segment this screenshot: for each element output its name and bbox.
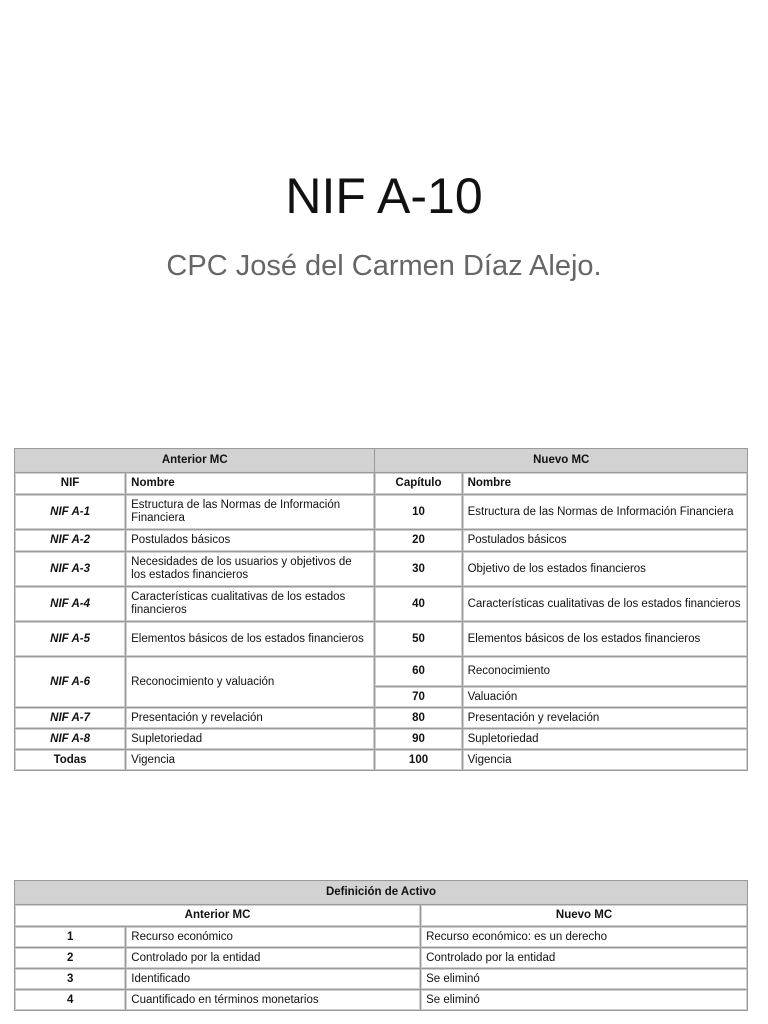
- chapter-name: Postulados básicos: [463, 530, 747, 551]
- row-number: 2: [15, 948, 125, 968]
- table-row: [15, 530, 747, 551]
- table-row: [15, 990, 747, 1010]
- nuevo-value: Recurso económico: es un derecho: [421, 927, 747, 947]
- page-title: NIF A-10: [285, 168, 483, 224]
- row-number: 4: [15, 990, 125, 1010]
- chapter-number: 20: [375, 530, 461, 551]
- nif-code: NIF A-1: [15, 495, 125, 529]
- nif-code: NIF A-8: [15, 729, 125, 749]
- group-header-nuevo: Nuevo MC: [375, 449, 747, 472]
- nif-name: Características cualitativas de los estados financieros: [126, 587, 374, 621]
- column-header-nombre: Nombre: [126, 473, 374, 494]
- nif-code: NIF A-6: [15, 657, 125, 707]
- page-subtitle: CPC José del Carmen Díaz Alejo.: [166, 250, 602, 282]
- chapter-number: 60: [375, 657, 461, 686]
- table-row: [15, 969, 747, 989]
- table-row: [15, 622, 747, 656]
- group-header-anterior: Anterior MC: [15, 449, 374, 472]
- nif-name: Vigencia: [126, 750, 374, 770]
- table-row: [15, 729, 747, 749]
- asset-definition-table: [14, 880, 748, 1011]
- row-number: 1: [15, 927, 125, 947]
- nif-name: Supletoriedad: [126, 729, 374, 749]
- table-row: [15, 495, 747, 529]
- nif-code: NIF A-7: [15, 708, 125, 728]
- nif-code: NIF A-4: [15, 587, 125, 621]
- nif-code: NIF A-5: [15, 622, 125, 656]
- chapter-name: Elementos básicos de los estados financieros: [463, 622, 747, 656]
- chapter-number: 40: [375, 587, 461, 621]
- anterior-value: Cuantificado en términos monetarios: [126, 990, 420, 1010]
- table-row: [15, 587, 747, 621]
- nif-name: Estructura de las Normas de Información Financiera: [126, 495, 374, 529]
- table-row: [15, 657, 747, 686]
- nif-name: Necesidades de los usuarios y objetivos de los estados financieros: [126, 552, 374, 586]
- chapter-number: 90: [375, 729, 461, 749]
- table-row: [15, 708, 747, 728]
- chapter-name: Vigencia: [463, 750, 747, 770]
- column-header-capitulo: Capítulo: [375, 473, 461, 494]
- chapter-number: 10: [375, 495, 461, 529]
- chapter-name: Estructura de las Normas de Información Financiera: [463, 495, 747, 529]
- nif-name: Reconocimiento y valuación: [126, 657, 374, 707]
- nif-code: NIF A-2: [15, 530, 125, 551]
- chapter-number: 100: [375, 750, 461, 770]
- anterior-value: Controlado por la entidad: [126, 948, 420, 968]
- table-row: [15, 948, 747, 968]
- nif-comparison-table: [14, 448, 748, 771]
- chapter-name: Reconocimiento: [463, 657, 747, 686]
- chapter-name: Presentación y revelación: [463, 708, 747, 728]
- chapter-name: Objetivo de los estados financieros: [463, 552, 747, 586]
- nif-name: Elementos básicos de los estados financieros: [126, 622, 374, 656]
- nuevo-value: Se eliminó: [421, 969, 747, 989]
- chapter-name: Valuación: [463, 687, 747, 707]
- nif-code: NIF A-3: [15, 552, 125, 586]
- chapter-name: Características cualitativas de los estados financieros: [463, 587, 747, 621]
- chapter-number: 80: [375, 708, 461, 728]
- table-title: Definición de Activo: [15, 881, 747, 904]
- column-header-nuevo: Nuevo MC: [421, 905, 747, 926]
- column-header-nombre-nuevo: Nombre: [463, 473, 747, 494]
- column-header-nif: NIF: [15, 473, 125, 494]
- chapter-number: 70: [375, 687, 461, 707]
- nuevo-value: Controlado por la entidad: [421, 948, 747, 968]
- table-row: [15, 552, 747, 586]
- nif-code: Todas: [15, 750, 125, 770]
- table-row: [15, 927, 747, 947]
- chapter-name: Supletoriedad: [463, 729, 747, 749]
- anterior-value: Identificado: [126, 969, 420, 989]
- nif-name: Postulados básicos: [126, 530, 374, 551]
- nuevo-value: Se eliminó: [421, 990, 747, 1010]
- row-number: 3: [15, 969, 125, 989]
- table-row: [15, 750, 747, 770]
- nif-name: Presentación y revelación: [126, 708, 374, 728]
- chapter-number: 50: [375, 622, 461, 656]
- anterior-value: Recurso económico: [126, 927, 420, 947]
- column-header-anterior: Anterior MC: [15, 905, 420, 926]
- chapter-number: 30: [375, 552, 461, 586]
